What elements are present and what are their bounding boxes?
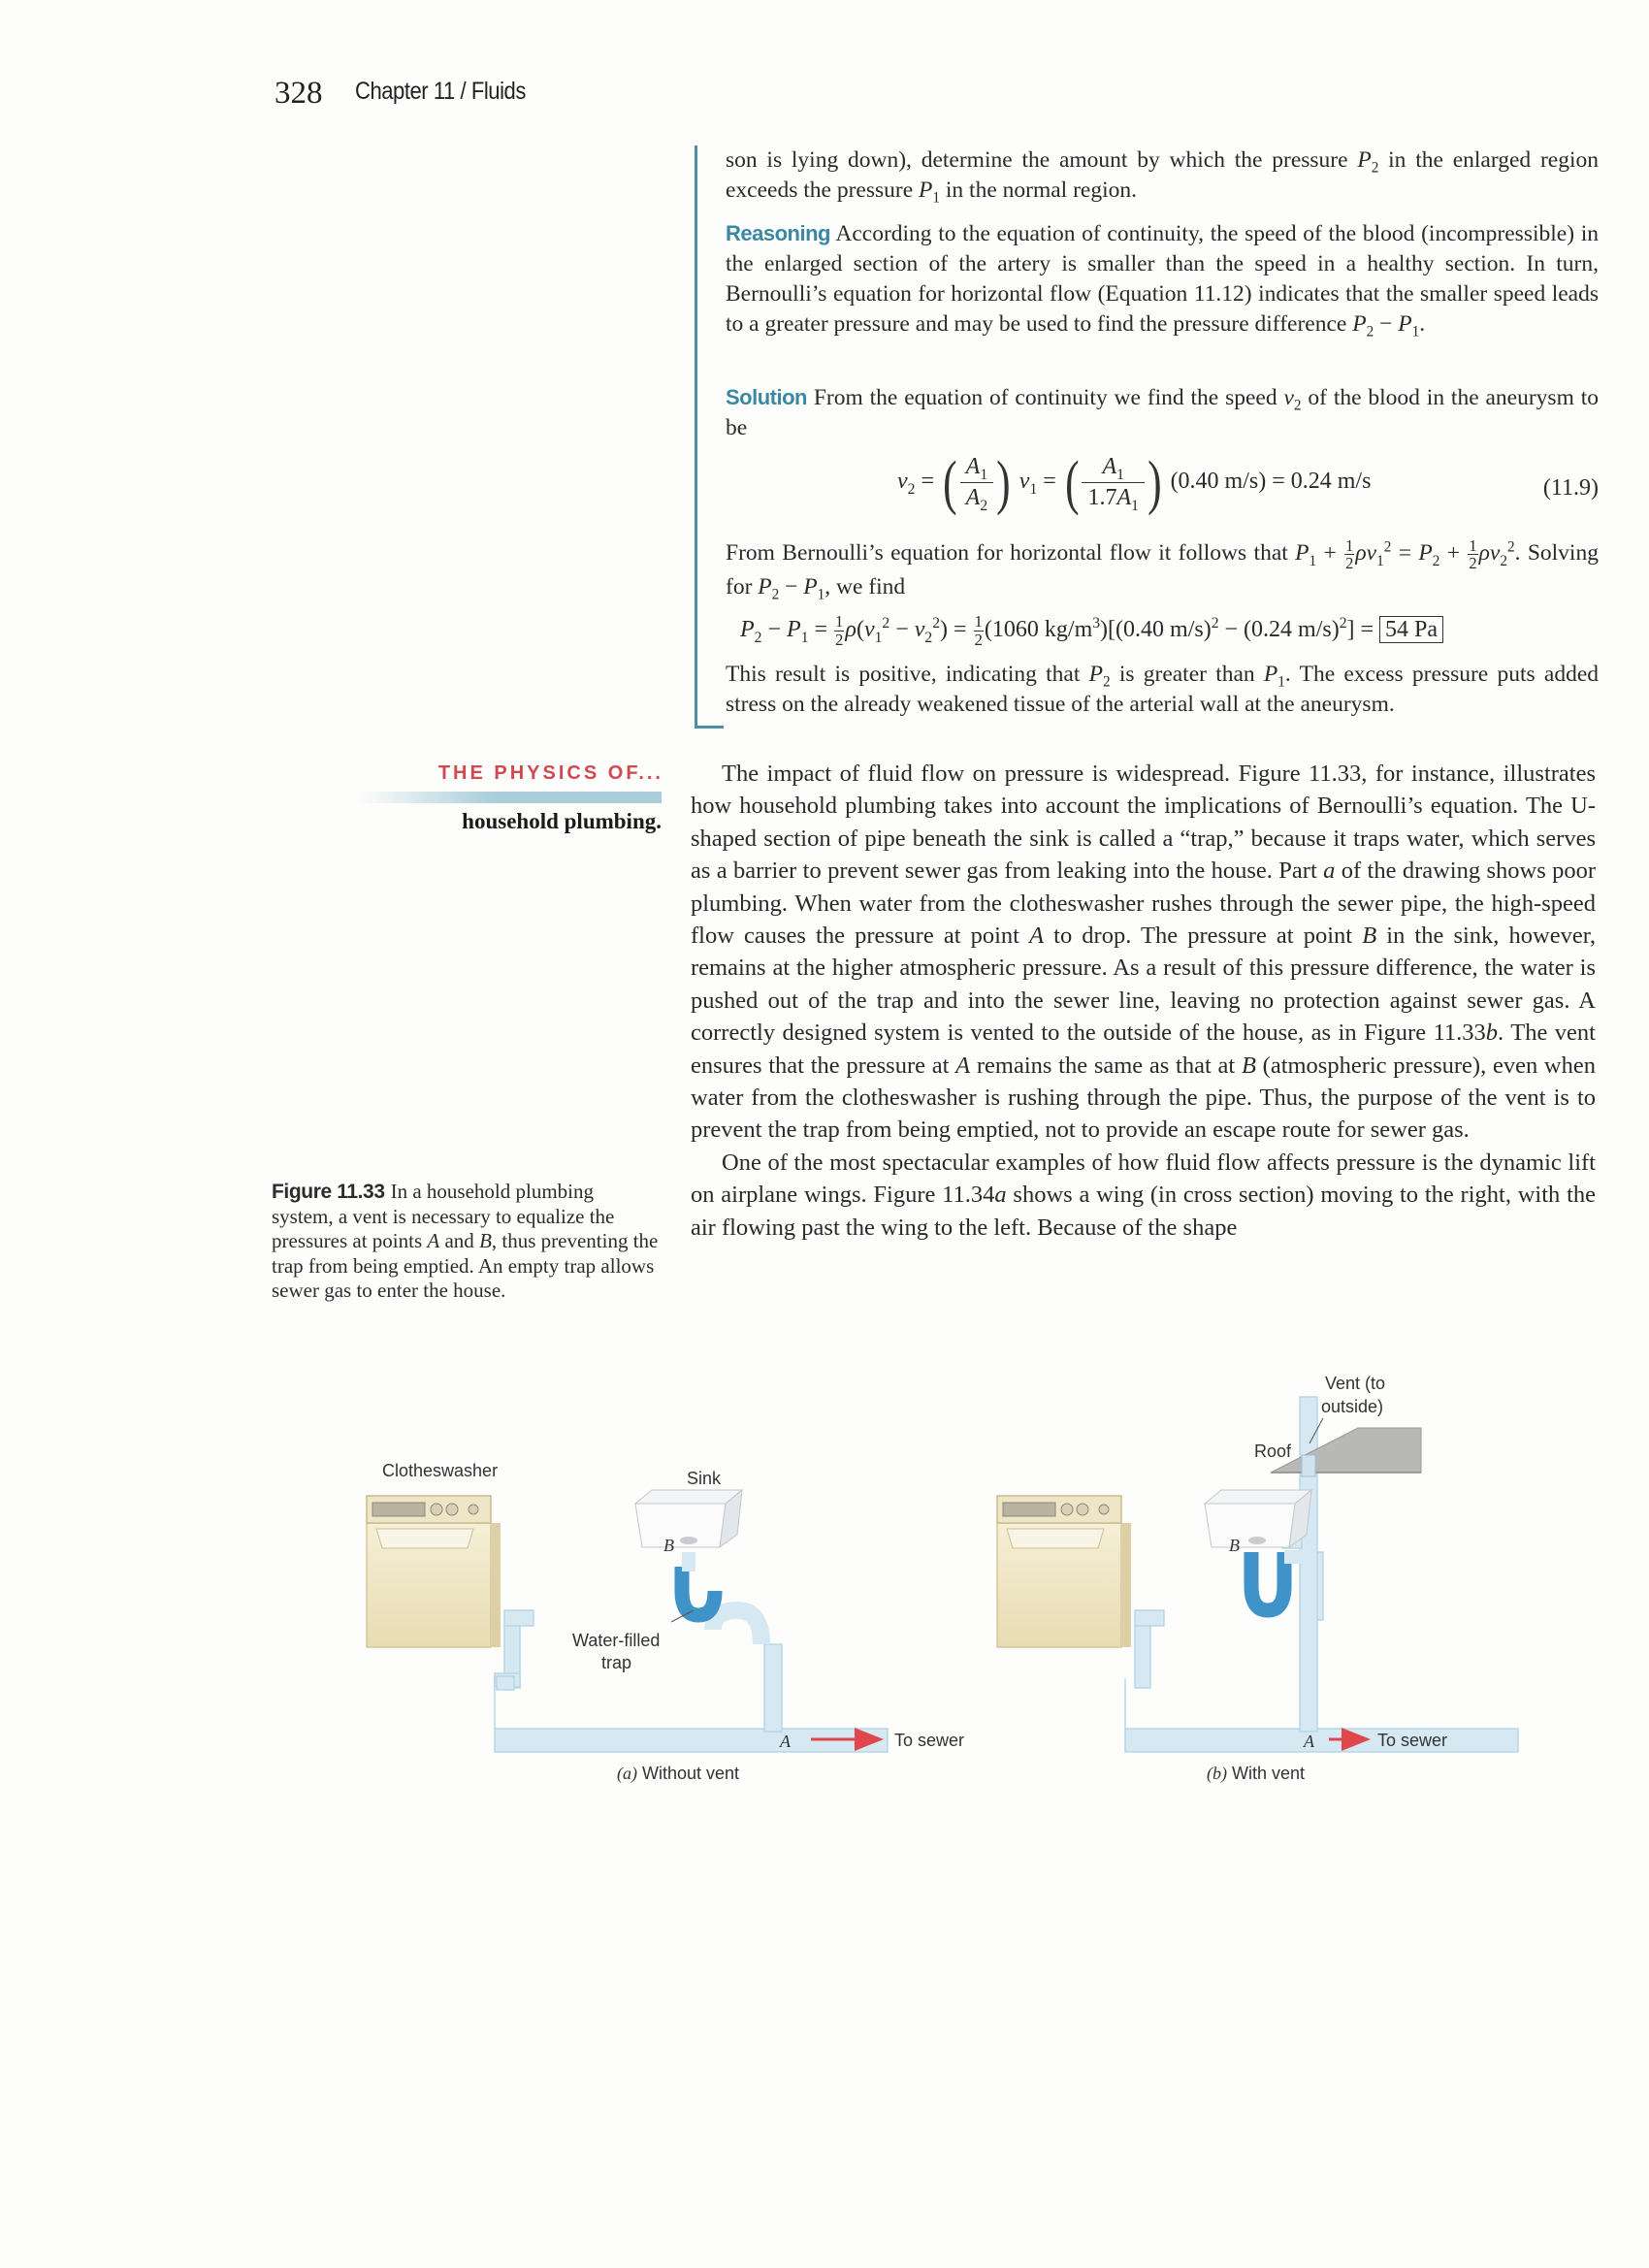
solution-paragraph: Solution From the equation of continuity we find the speed $v_2$ of the blood in the aneurysm to be [726, 385, 1599, 440]
running-head: Chapter 11 / Fluids [355, 78, 526, 105]
paragraph-plumbing: The impact of fluid flow on pressure is widespread. Figure 11.33, for instance, illustrates how household plumbing takes into account the implications of Bernoulli’s equation. The U-shaped section of pipe beneath the sink is called a “trap,” because it traps water, which serves as a barrier to prevent sewer gas from leaking into the house. Part a of the drawing shows poor plumbing. When water from the clotheswasher rushes through the sewer pipe, the high-speed flow causes the pressure at point A to drop. The pressure at point B in the sink, however, remains at the higher atmospheric pressure. As a result of this pressure difference, the water is pushed out of the trap and into the sewer line, leaving no protection against sewer gas. A correctly designed system is vented to the outside of the house, as in Figure 11.33b. The vent ensures that the pressure at A remains the same as that at B (atmospheric pressure), even when water from the clotheswasher is rushing through the pipe. Thus, the purpose of the vent is to prevent the trap from being emptied, not to provide an escape route for sewer gas. [691, 761, 1597, 1144]
label-trap-line1: Water-filled [572, 1631, 661, 1650]
vent-pipe [1300, 1397, 1317, 1732]
label-to-sewer-b: To sewer [1377, 1731, 1448, 1750]
physics-of-topic: household plumbing. [462, 809, 662, 833]
pipe-system-a [495, 1610, 888, 1752]
clotheswasher-b [997, 1496, 1131, 1647]
sink-b [1205, 1490, 1311, 1547]
trap-outlet-a [713, 1610, 761, 1644]
answer-box: 54 Pa [1379, 616, 1443, 643]
figure-label: Figure 11.33 [272, 1181, 385, 1203]
example-rule-foot [695, 726, 724, 729]
panel-without-vent [367, 1461, 964, 1784]
figure-caption: Figure 11.33 In a household plumbing system, a vent is necessary to equalize the pressures at points A and B, thus preventing the trap from being emptied. An empty trap allows sewer gas to enter the house. [272, 1180, 659, 1302]
physics-of-rule [359, 792, 662, 803]
label-trap-line2: trap [601, 1653, 632, 1672]
conclusion-paragraph: This result is positive, indicating that $P_2$ is greater than $P_1$. The excess pressure puts added stress on the already weakened tissue of the arterial wall at the aneurysm. [726, 662, 1599, 717]
body-text [691, 758, 1596, 1244]
label-to-sewer-a: To sewer [894, 1731, 965, 1750]
reasoning-paragraph: Reasoning According to the equation of continuity, the speed of the blood (incompressible) in the enlarged section of the artery is smaller than the speed in a healthy section. In turn, Bernoulli’s equation for horizontal flow (Equation 11.12) indicates that the smaller speed leads to a greater pressure and may be used to find the pressure difference $P_2 - P_1$. [726, 221, 1599, 340]
example-intro: son is lying down), determine the amount by which the pressure $P_2$ in the enlarged region exceeds the pressure $P_1$ in the normal region. [726, 147, 1599, 207]
equation-continuity: $v_2$ = ( $\frac{A_1}{A_2}$ ) $v_1$ = ( $\frac{A_1}{1.7A_1}$ ) (0.40 m/s) = 0.24 m/s [897, 449, 1372, 516]
example-rule [695, 146, 697, 728]
label-point-b-a: B [663, 1536, 674, 1555]
label-point-b-b: B [1229, 1536, 1240, 1555]
label-sink-a: Sink [687, 1469, 722, 1488]
panel-with-vent [997, 1374, 1518, 1784]
equation-number: (11.9) [1542, 475, 1599, 501]
sewer-pipe-a [495, 1678, 888, 1752]
label-point-a-a: A [780, 1732, 791, 1751]
caption-with-vent: (b) With vent [1207, 1764, 1306, 1783]
caption-without-vent: (a) Without vent [617, 1764, 740, 1783]
label-roof: Roof [1254, 1442, 1292, 1461]
physics-of-label: THE PHYSICS OF... [437, 762, 663, 784]
paragraph-airplane-wings: One of the most spectacular examples of how fluid flow affects pressure is the dynamic lift on airplane wings. Figure 11.34a shows a wing (in cross section) moving to the right, with the air flowing past the wing to the left. Because of the shape [691, 1149, 1596, 1241]
equation-pressure-difference: $P_2 - P_1$ = $\frac{1}{2}$ $\rho(v_1^2 - v_2^2)$ = $\frac{1}{2}$ (1060 $kg/m^3)[(0.40$ m/s)$^2$ − (0.24 m/s)$^2$] = 54 Pa [740, 613, 1613, 649]
label-vent-line1: Vent (to [1325, 1374, 1386, 1393]
sink-a [635, 1490, 742, 1547]
water-trap-b [1251, 1552, 1284, 1610]
solution-label: Solution [726, 385, 807, 409]
clotheswasher-a [367, 1496, 501, 1647]
label-point-a-b: A [1304, 1732, 1314, 1751]
roof [1271, 1428, 1421, 1473]
plumbing-figure [359, 1368, 1620, 1814]
label-vent-line2: outside) [1321, 1397, 1384, 1416]
page-number: 328 [275, 76, 323, 111]
water-trap-a [682, 1567, 715, 1615]
label-clotheswasher-a: Clotheswasher [382, 1461, 499, 1480]
reasoning-label: Reasoning [726, 221, 830, 245]
bernoulli-paragraph: From Bernoulli’s equation for horizontal flow it follows that $P_1$ + $\frac{1}{2}$ $\rho v_1^2 = P_2$ + $\frac{1}{2}$ $\rho v_2^2$. Solving for $P_2 - P_1$, we find [726, 536, 1599, 603]
sewer-pipe-b [1125, 1678, 1518, 1752]
